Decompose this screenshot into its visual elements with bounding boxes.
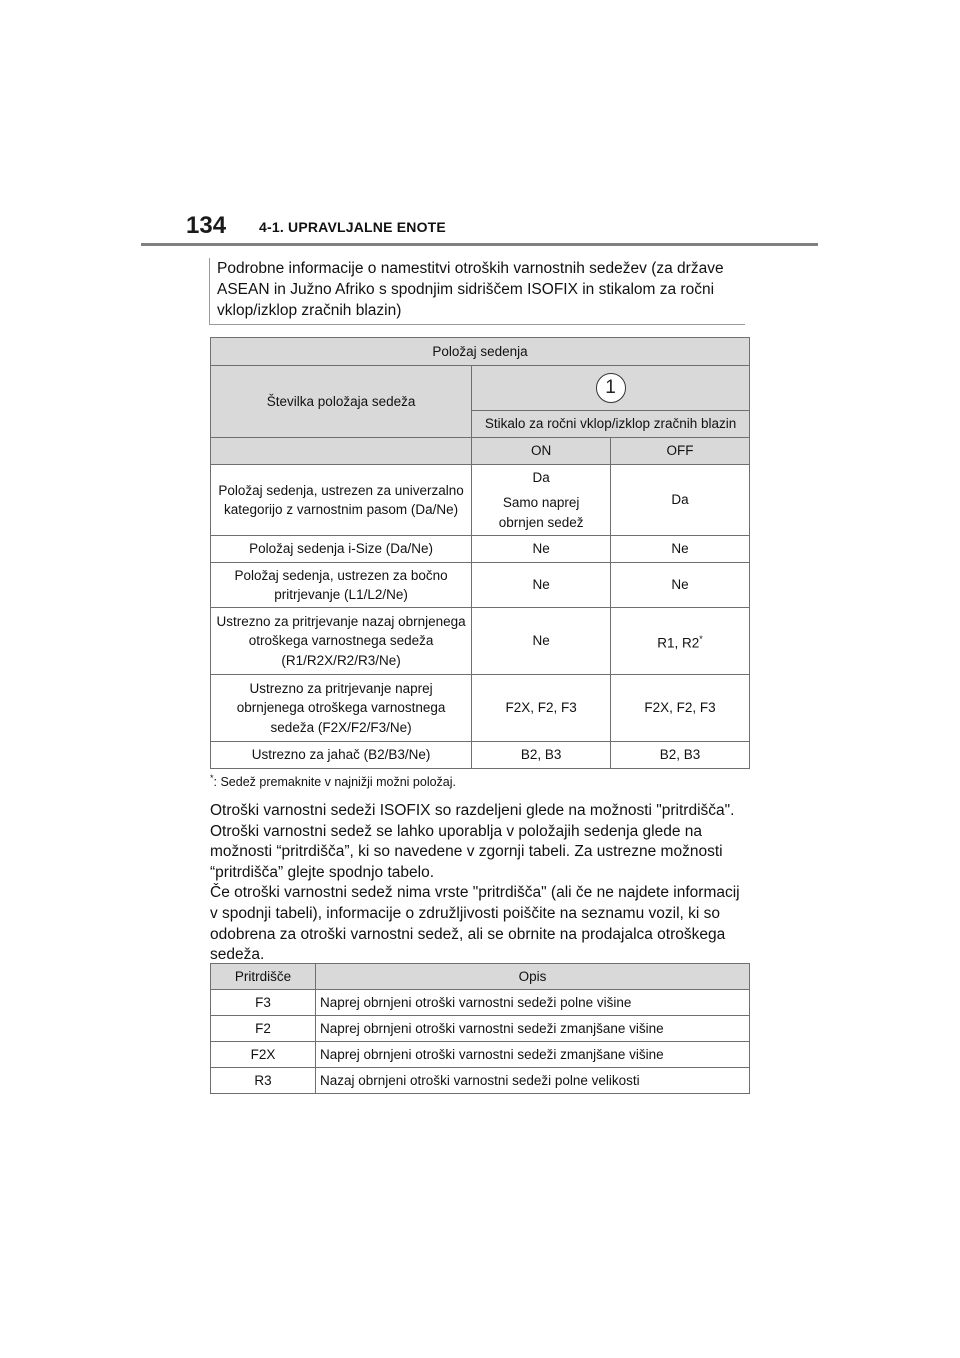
seat-position-table (210, 337, 750, 769)
airbag-switch-header: Stikalo za ročni vklop/izklop zračnih blazin (472, 411, 750, 438)
seat-number-header: Številka položaja sedeža (211, 366, 472, 438)
intro-box (209, 258, 745, 325)
fixture-header: Pritrdišče (211, 964, 316, 990)
row-off-value: Da (611, 465, 750, 536)
seat-table-title: Položaj sedenja (211, 338, 750, 366)
off-header: OFF (611, 438, 750, 465)
row-on-value: F2X, F2, F3 (472, 675, 611, 742)
fixture-description: Nazaj obrnjeni otroški varnostni sedeži polne velikosti (316, 1068, 750, 1094)
footnote-text: : Sedež premaknite v najnižji možni položaj. (213, 775, 456, 790)
footnote-mark: * (699, 633, 703, 644)
on-header: ON (472, 438, 611, 465)
body-paragraph: Če otroški varnostni sedež nima vrste "pritrdišča" (ali če ne najdete informacij v spodnji tabeli), informacije o združljivosti poiščite na seznamu vozil, ki so odobrena za otroški varnostni sedež, ali se obrnite na prodajalca otroškega sedeža. (210, 884, 740, 964)
page-number: 134 (186, 212, 227, 239)
row-off-value: B2, B3 (611, 742, 750, 769)
row-label: Ustrezno za pritrjevanje nazaj obrnjenega otroškega varnostnega sedeža (R1/R2X/R2/R3/Ne) (211, 608, 472, 675)
body-paragraph: Otroški varnostni sedeži ISOFIX so razdeljeni glede na možnosti "pritrdišča". Otroški varnostni sedež se lahko uporablja v položajih sedenja glede na možnosti “pritrdišča”, ki so navedene v zgornji tabeli. Za ustrezne možnosti “pritrdišča” glejte spodnjo tabelo. (210, 802, 735, 881)
empty-header-cell (211, 438, 472, 465)
off-value-text: R1, R2 (657, 635, 700, 650)
fixture-code: F3 (211, 990, 316, 1016)
row-on-value: B2, B3 (472, 742, 611, 769)
fixture-description: Naprej obrnjeni otroški varnostni sedeži zmanjšane višine (316, 1016, 750, 1042)
intro-text: Podrobne informacije o namestitvi otroških varnostnih sedežev (za države ASEAN in Južno Afriko s spodnjim sidriščem ISOFIX in stikalom za ročni vklop/izklop zračnih blazin) (217, 260, 724, 319)
fixture-description: Naprej obrnjeni otroški varnostni sedeži polne višine (316, 990, 750, 1016)
description-header: Opis (316, 964, 750, 990)
seat-number-cell (472, 366, 750, 411)
seat-number-1-icon: 1 (596, 373, 626, 403)
fixture-code: F2X (211, 1042, 316, 1068)
on-value-line: Da (532, 469, 550, 485)
footnote (210, 773, 456, 789)
row-label: Ustrezno za jahač (B2/B3/Ne) (211, 742, 472, 769)
header-divider (141, 243, 818, 246)
row-label: Položaj sedenja, ustrezen za univerzalno kategorijo z varnostnim pasom (Da/Ne) (211, 465, 472, 536)
row-off-value (611, 608, 750, 675)
row-on-value (472, 465, 611, 536)
row-label: Položaj sedenja, ustrezen za bočno pritrjevanje (L1/L2/Ne) (211, 563, 472, 608)
fixture-table (210, 963, 750, 1094)
row-on-value: Ne (472, 563, 611, 608)
footnote-mark: * (210, 773, 214, 783)
fixture-code: F2 (211, 1016, 316, 1042)
row-off-value: F2X, F2, F3 (611, 675, 750, 742)
fixture-code: R3 (211, 1068, 316, 1094)
row-off-value: Ne (611, 536, 750, 563)
row-off-value: Ne (611, 563, 750, 608)
row-label: Ustrezno za pritrjevanje naprej obrnjenega otroškega varnostnega sedeža (F2X/F2/F3/Ne) (211, 675, 472, 742)
row-on-value: Ne (472, 608, 611, 675)
body-text (210, 801, 750, 966)
row-on-value: Ne (472, 536, 611, 563)
row-label: Položaj sedenja i-Size (Da/Ne) (211, 536, 472, 563)
section-title: 4-1. UPRAVLJALNE ENOTE (259, 219, 446, 235)
fixture-description: Naprej obrnjeni otroški varnostni sedeži zmanjšane višine (316, 1042, 750, 1068)
on-value-note: Samo naprej obrnjen sedež (498, 495, 584, 530)
